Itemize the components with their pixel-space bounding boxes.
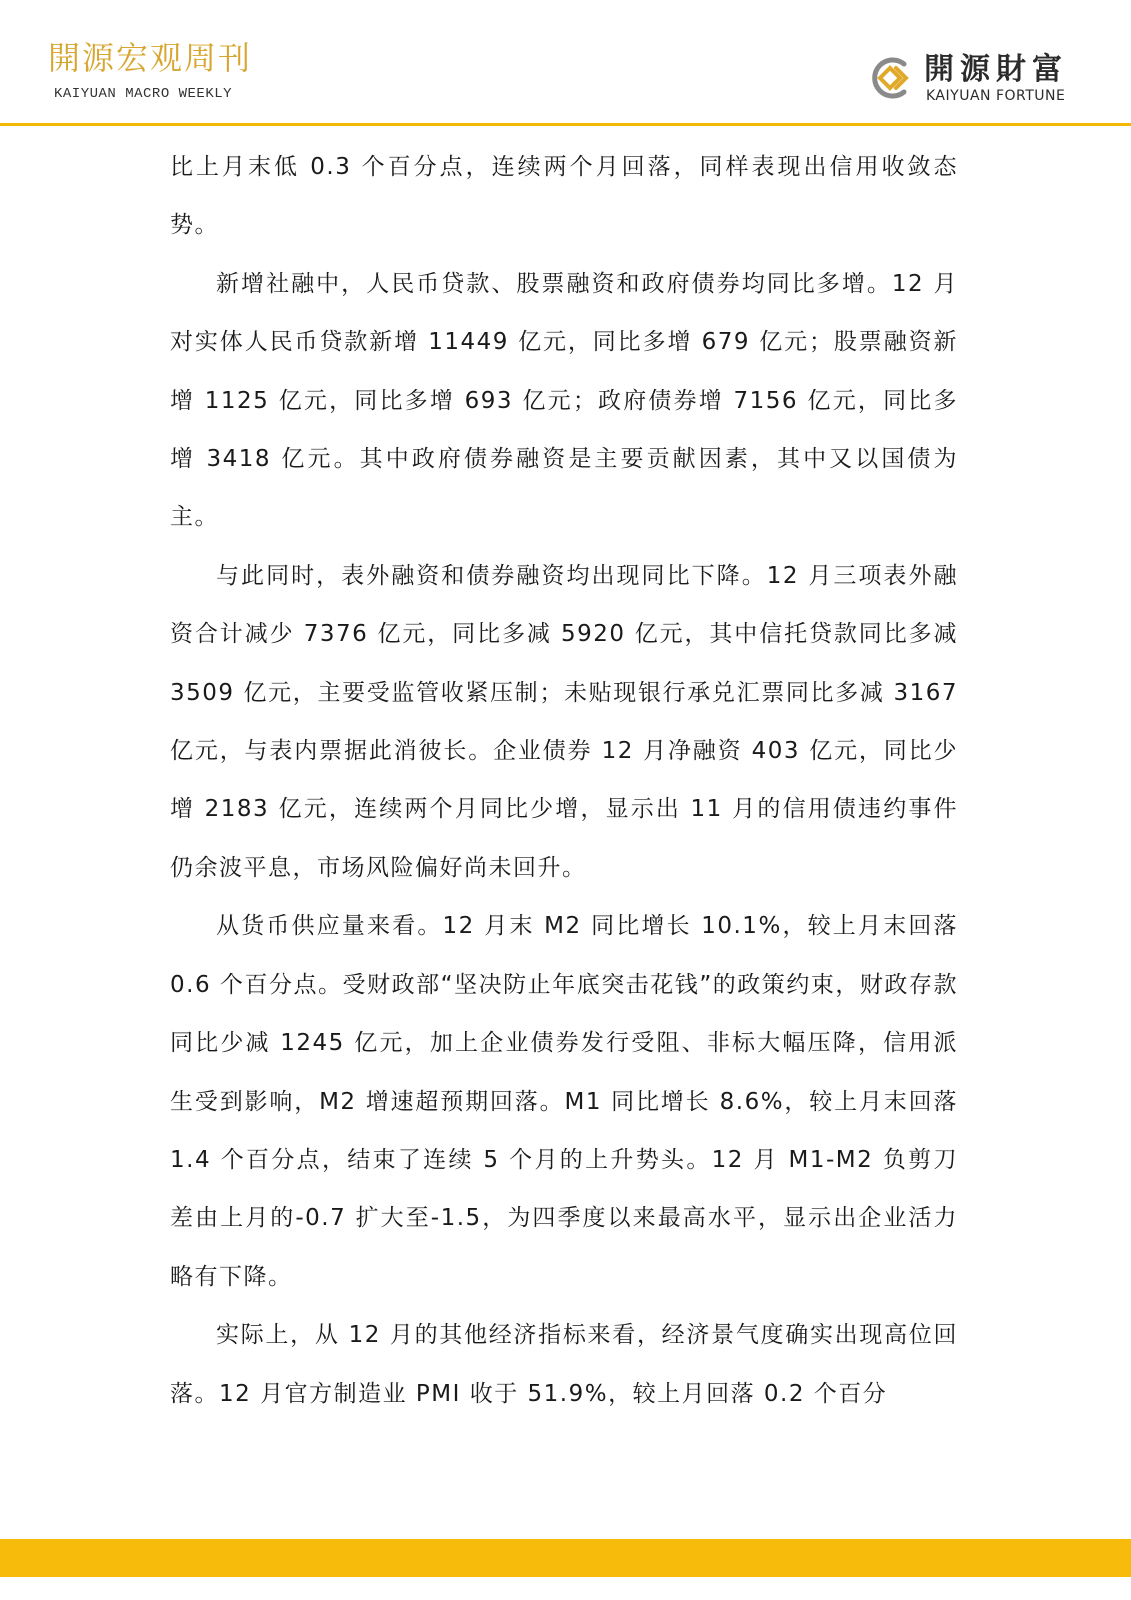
publication-subtitle: KAIYUAN MACRO WEEKLY [54, 86, 233, 102]
company-logo [866, 50, 1086, 110]
kaiyuan-logo-icon [866, 54, 914, 102]
publication-title: 開源宏观周刊 [48, 39, 253, 77]
footer-bar [0, 1539, 1131, 1577]
header-divider [0, 123, 1131, 126]
paragraph: 实际上，从 12 月的其他经济指标来看，经济景气度确实出现高位回落。12 月官方制造业 PMI 收于 51.9%，较上月回落 0.2 个百分 [170, 1322, 958, 1407]
paragraph: 比上月末低 0.3 个百分点，连续两个月回落，同样表现出信用收敛态势。 [170, 154, 958, 239]
paragraph: 从货币供应量来看。12 月末 M2 同比增长 10.1%，较上月末回落 0.6 个百分点。受财政部“坚决防止年底突击花钱”的政策约束，财政存款同比少减 1245 亿元，加上企业债券发行受阻、非标大幅压降，信用派生受到影响，M2 增速超预期回落。M1 同比增长 8.6%，较上月末回落 1.4 个百分点，结束了连续 5 个月的上升势头。12 月 M1-M2 负剪刀差由上月的-0.7 扩大至-1.5，为四季度以来最高水平，显示出企业活力略有下降。 [170, 913, 958, 1290]
paragraph: 与此同时，表外融资和债券融资均出现同比下降。12 月三项表外融资合计减少 7376 亿元，同比多减 5920 亿元，其中信托贷款同比多减 3509 亿元，主要受监管收紧压制；未贴现银行承兑汇票同比多减 3167 亿元，与表内票据此消彼长。企业债券 12 月净融资 403 亿元，同比少增 2183 亿元，连续两个月同比少增，显示出 11 月的信用债违约事件仍余波平息，市场风险偏好尚未回升。 [170, 562, 958, 881]
page-header [0, 0, 1131, 126]
article-body [170, 138, 958, 1423]
paragraph: 新增社融中，人民币贷款、股票融资和政府债券均同比多增。12 月对实体人民币贷款新增 11449 亿元，同比多增 679 亿元；股票融资新增 1125 亿元，同比多增 693 亿元；政府债券增 7156 亿元，同比多增 3418 亿元。其中政府债券融资是主要贡献因素，其中又以国债为主。 [170, 270, 958, 531]
logo-text-en: KAIYUAN FORTUNE [926, 88, 1066, 104]
logo-text-cn: 開源財富 [924, 52, 1068, 87]
